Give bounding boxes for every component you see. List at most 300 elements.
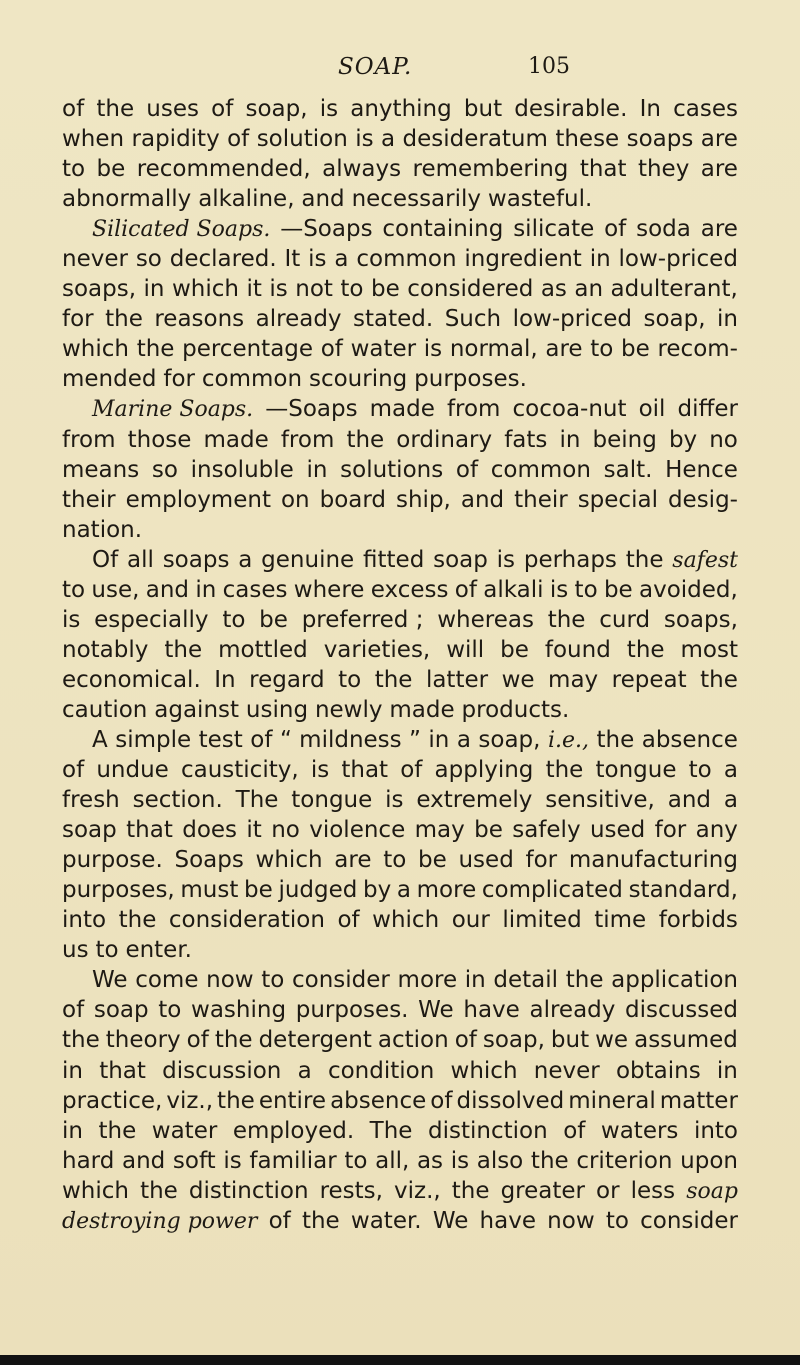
word: scouring (308, 366, 408, 393)
word: applying (434, 757, 534, 784)
word: a (723, 787, 738, 814)
word: waters (600, 1117, 679, 1144)
word: now (206, 967, 254, 994)
word: a (380, 126, 396, 153)
word: is (310, 757, 330, 784)
word: undue (96, 757, 169, 784)
word: silicate (513, 216, 595, 243)
word: common (201, 366, 303, 393)
word: ship, (396, 486, 451, 513)
word: is (355, 126, 374, 153)
text-line (62, 605, 738, 635)
word: salt. (603, 456, 653, 483)
word: in (464, 967, 486, 994)
word: for (62, 306, 94, 333)
word: may (414, 817, 465, 844)
word: when (62, 126, 125, 153)
word: water (350, 336, 417, 363)
word: no (271, 817, 300, 844)
word: recommended, (136, 156, 311, 183)
word: hard (62, 1147, 115, 1174)
word: be (244, 877, 273, 904)
word: which (62, 336, 130, 363)
word: Soaps (174, 847, 244, 874)
text-line (62, 394, 738, 424)
word: normal, (449, 336, 538, 363)
word: us (62, 937, 89, 964)
word: in (195, 576, 217, 603)
word: will (446, 636, 485, 663)
word: necessarily (351, 186, 481, 213)
word: latter (425, 666, 489, 693)
word: common (490, 456, 591, 483)
word: the (700, 666, 738, 693)
word: “ mildness ” (279, 726, 421, 753)
word: are (334, 847, 372, 874)
text-line (62, 274, 738, 304)
word: that (126, 817, 173, 844)
word: be (418, 847, 447, 874)
word: from (280, 426, 335, 453)
text-line (62, 875, 738, 905)
text-line (62, 334, 738, 364)
word: consider (292, 967, 390, 994)
word: for (525, 847, 558, 874)
word: simple (115, 726, 192, 753)
text-line (62, 214, 738, 244)
word: in (62, 1117, 83, 1144)
word: is (223, 1147, 242, 1174)
word: rapidity (131, 126, 220, 153)
word: ordinary (396, 426, 493, 453)
word: must (180, 877, 239, 904)
word: made (389, 696, 455, 723)
word: safest (672, 547, 738, 573)
word: it (246, 817, 262, 844)
word: be (474, 817, 503, 844)
word: to (344, 1147, 368, 1174)
word: also (476, 1147, 524, 1174)
word: regard (249, 666, 325, 693)
word: the (105, 306, 143, 333)
word: abnormally (62, 186, 192, 213)
word: we (501, 666, 535, 693)
word: an (574, 276, 604, 303)
word: the (451, 1177, 490, 1204)
word: that (341, 757, 389, 784)
word: tongue (595, 757, 677, 784)
word: purposes, (62, 877, 175, 904)
text-line (62, 785, 738, 815)
word: of (62, 997, 85, 1024)
body-text (62, 94, 738, 1236)
word: and (667, 787, 711, 814)
word: to (261, 967, 285, 994)
text-line (62, 695, 738, 725)
word: time (594, 907, 647, 934)
word: purposes. (414, 366, 527, 393)
word: desirable. (514, 96, 628, 122)
word: a (723, 757, 738, 784)
word: nation. (62, 516, 143, 543)
word: dissolved (456, 1087, 565, 1114)
word: Silicated Soaps. (92, 217, 271, 243)
word: are (700, 156, 738, 183)
word: action (377, 1027, 449, 1054)
text-line (62, 1206, 738, 1236)
word: test (198, 726, 243, 753)
word: especially (94, 606, 209, 633)
word: come (135, 967, 199, 994)
word: the (164, 636, 203, 663)
word: and (145, 576, 190, 603)
word: theory (105, 1027, 181, 1054)
word: section. (132, 787, 223, 814)
text-line (62, 965, 738, 995)
word: recom- (657, 336, 738, 363)
word: of (62, 96, 85, 122)
word: but (463, 96, 503, 122)
text-line (62, 935, 738, 965)
word: distinction (427, 1117, 548, 1144)
word: soda (636, 216, 691, 243)
text-line (62, 364, 738, 394)
word: stated. (353, 306, 434, 333)
word: soap (433, 546, 488, 573)
word: the (596, 726, 635, 753)
word: matter (659, 1087, 738, 1114)
text-line (62, 515, 738, 545)
word: soap, (643, 306, 706, 333)
word: to (62, 576, 86, 603)
word: to (338, 666, 362, 693)
word: in (306, 456, 328, 483)
word: We (432, 1207, 469, 1234)
word: assumed (634, 1027, 738, 1054)
word: the (374, 666, 413, 693)
word: low-priced (512, 306, 632, 333)
text-line (62, 845, 738, 875)
word: on (280, 486, 310, 513)
word: be (96, 156, 126, 183)
word: —Soaps (280, 216, 373, 243)
word: is (269, 276, 288, 303)
text-line (62, 1086, 738, 1116)
word: is (385, 787, 404, 814)
word: or (596, 1177, 620, 1204)
word: the (625, 546, 664, 573)
word: the (118, 907, 157, 934)
word: to (62, 156, 86, 183)
word: purposes. (295, 997, 409, 1024)
word: have (479, 1207, 536, 1234)
word: the (530, 1147, 569, 1174)
word: by (363, 877, 392, 904)
text-line (62, 725, 738, 755)
word: solutions (340, 456, 444, 483)
word: our (451, 907, 490, 934)
word: be (370, 276, 400, 303)
word: which (255, 847, 323, 874)
word: to (605, 1207, 629, 1234)
word: for (163, 366, 195, 393)
word: of (227, 126, 250, 153)
word: condition (327, 1057, 435, 1084)
word: in (717, 306, 738, 333)
word: avoided, (639, 576, 738, 603)
word: newly (314, 696, 383, 723)
word: to (574, 576, 598, 603)
word: as (416, 1147, 444, 1174)
word: more (397, 967, 458, 994)
word: that (579, 156, 627, 183)
word: their (62, 486, 116, 513)
word: to (590, 336, 614, 363)
text-line (62, 995, 738, 1025)
text-line (62, 905, 738, 935)
word: of (455, 456, 479, 483)
word: economical. (62, 666, 201, 693)
text-line (62, 244, 738, 274)
word: water. (350, 1207, 422, 1234)
word: Marine Soaps. (92, 397, 254, 423)
word: insoluble (190, 456, 294, 483)
word: curd (599, 606, 651, 633)
word: in (62, 1057, 83, 1084)
word: soap (686, 1178, 738, 1204)
word: preferred ; (301, 606, 424, 633)
word: sensitive, (545, 787, 655, 814)
word: being (592, 426, 657, 453)
word: distinction (188, 1177, 309, 1204)
text-line (62, 94, 738, 124)
word: these (555, 126, 620, 153)
word: familiar (249, 1147, 337, 1174)
word: soap, (245, 96, 308, 122)
word: to (688, 757, 712, 784)
word: be (500, 636, 529, 663)
text-line (62, 1056, 738, 1086)
text-line (62, 635, 738, 665)
word: differ (677, 396, 738, 423)
word: We (92, 967, 128, 994)
word: soap, (482, 1027, 545, 1054)
word: obtains (615, 1057, 701, 1084)
word: viz., (166, 1087, 214, 1114)
word: most (680, 636, 738, 663)
word: forbids (658, 907, 738, 934)
word: in (559, 426, 581, 453)
word: extremely (416, 787, 533, 814)
word: is (423, 336, 443, 363)
word: is (319, 96, 339, 122)
text-line (62, 1176, 738, 1206)
word: A (92, 726, 108, 753)
word: into (693, 1117, 738, 1144)
word: consider (640, 1207, 738, 1234)
word: does (182, 817, 238, 844)
word: of (250, 726, 273, 753)
word: repeat (611, 666, 687, 693)
word: soaps (626, 126, 694, 153)
word: destroying power (62, 1208, 258, 1234)
word: use, (91, 576, 140, 603)
word: where (293, 576, 365, 603)
word: The (369, 1117, 413, 1144)
word: The (235, 787, 279, 814)
word: alkali (483, 576, 544, 603)
word: criterion (576, 1147, 673, 1174)
word: of (62, 757, 85, 784)
word: so (151, 456, 178, 483)
word: common (356, 246, 457, 273)
word: Such (444, 306, 502, 333)
word: complicated (481, 877, 623, 904)
text-line (62, 1146, 738, 1176)
word: is (308, 246, 327, 273)
word: low-priced (618, 246, 738, 273)
word: from (446, 396, 501, 423)
word: are (700, 216, 738, 243)
word: discussed (625, 997, 738, 1024)
word: of (186, 1027, 209, 1054)
word: is (450, 1147, 470, 1174)
word: have (463, 997, 520, 1024)
word: manufacturing (568, 847, 738, 874)
word: using (245, 696, 309, 723)
word: consideration (168, 907, 325, 934)
word: as (540, 276, 567, 303)
word: a (396, 877, 411, 904)
text-line (62, 124, 738, 154)
word: of (563, 1117, 586, 1144)
word: soaps, (663, 606, 738, 633)
text-line (62, 485, 738, 515)
word: the (214, 1027, 253, 1054)
word: enter. (125, 937, 192, 964)
word: of (211, 96, 234, 122)
word: the (626, 636, 665, 663)
running-head (0, 54, 800, 94)
word: fats (504, 426, 548, 453)
word: always (322, 156, 402, 183)
word: any (695, 817, 738, 844)
word: soap, (478, 726, 541, 753)
word: We (418, 997, 454, 1024)
word: the (62, 1027, 100, 1054)
word: viz., (394, 1177, 441, 1204)
word: the (301, 1207, 340, 1234)
word: caution (62, 696, 148, 723)
word: soft (172, 1147, 216, 1174)
word: In (214, 666, 236, 693)
word: never (533, 1057, 600, 1084)
text-line (62, 154, 738, 184)
word: detail (493, 967, 559, 994)
word: the (98, 1117, 137, 1144)
word: in (428, 726, 450, 753)
word: is (62, 606, 81, 633)
word: be (259, 606, 288, 633)
word: and (301, 186, 345, 213)
word: application (611, 967, 738, 994)
word: remembering (412, 156, 569, 183)
word: used (458, 847, 514, 874)
word: reasons (154, 306, 245, 333)
word: all, (375, 1147, 410, 1174)
word: of (337, 907, 360, 934)
page-number: 105 (528, 54, 570, 79)
word: washing (191, 997, 287, 1024)
word: cases (673, 96, 738, 122)
word: purpose. (62, 847, 163, 874)
word: considered (407, 276, 534, 303)
word: Of (92, 546, 119, 573)
bottom-edge-rule (0, 1355, 800, 1365)
word: to (222, 606, 246, 633)
word: excess (370, 576, 449, 603)
word: wasteful. (487, 186, 593, 213)
word: oil (638, 396, 666, 423)
text-line (62, 1025, 738, 1055)
word: to (340, 276, 364, 303)
word: products. (461, 696, 570, 723)
word: not (295, 276, 333, 303)
word: the (547, 606, 586, 633)
word: is (549, 576, 569, 603)
word: a (456, 726, 471, 753)
running-title: SOAP. (338, 54, 413, 80)
word: no (709, 426, 738, 453)
text-line (62, 755, 738, 785)
text-line (62, 455, 738, 485)
word: judged (278, 877, 358, 904)
word: which (171, 276, 239, 303)
word: it (246, 276, 262, 303)
word: uses (146, 96, 199, 122)
word: of (454, 576, 477, 603)
word: soaps (162, 546, 230, 573)
word: employment (125, 486, 271, 513)
word: It (284, 246, 301, 273)
word: more (416, 877, 477, 904)
word: into (62, 907, 107, 934)
word: practice, (62, 1087, 163, 1114)
word: In (639, 96, 661, 122)
word: the (346, 426, 385, 453)
word: perhaps (523, 546, 617, 573)
word: in (589, 246, 611, 273)
word: for (654, 817, 687, 844)
word: those (127, 426, 192, 453)
word: of (454, 1027, 477, 1054)
word: standard, (628, 877, 738, 904)
word: whereas (437, 606, 534, 633)
word: which (372, 907, 440, 934)
word: already (255, 306, 342, 333)
word: rests, (319, 1177, 383, 1204)
word: is (496, 546, 516, 573)
word: and (460, 486, 505, 513)
word: water (151, 1117, 218, 1144)
word: less (630, 1177, 676, 1204)
word: of (268, 1207, 291, 1234)
word: violence (309, 817, 406, 844)
word: that (99, 1057, 146, 1084)
word: causticity, (180, 757, 299, 784)
word: and (121, 1147, 166, 1174)
word: entire (258, 1087, 327, 1114)
